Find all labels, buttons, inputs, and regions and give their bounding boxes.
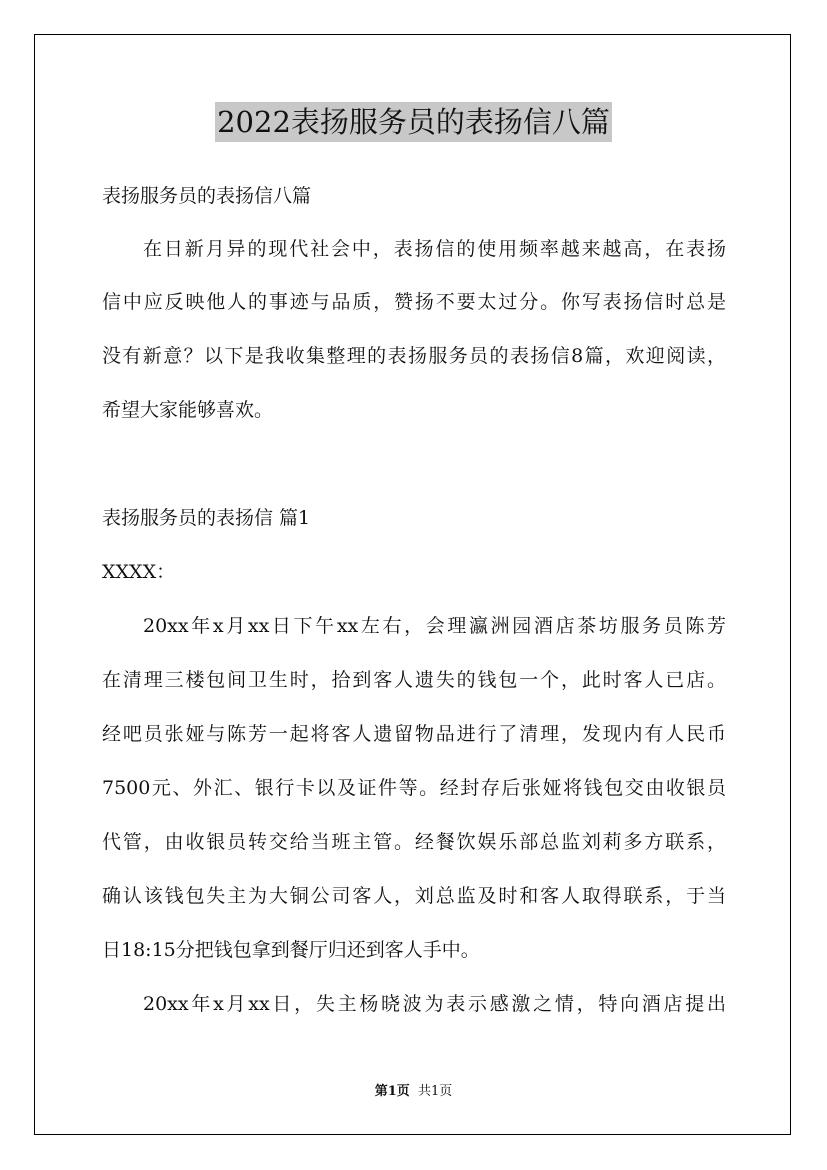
body-line-1: 20xx年x月xx日下午xx左右，会理瀛洲园酒店茶坊服务员陈芳 bbox=[143, 615, 726, 637]
intro-line-2: 信中应反映他人的事迹与品质，赞扬不要太过分。你写表扬信时总是 bbox=[102, 291, 726, 313]
title-container bbox=[0, 102, 827, 142]
page-footer bbox=[0, 1083, 827, 1101]
subtitle: 表扬服务员的表扬信八篇 bbox=[102, 185, 312, 207]
body-line-2: 在清理三楼包间卫生时，拾到客人遗失的钱包一个，此时客人已店。 bbox=[102, 669, 726, 691]
salutation: XXXX： bbox=[102, 561, 176, 583]
body-line-6: 确认该钱包失主为大铜公司客人，刘总监及时和客人取得联系，于当 bbox=[102, 885, 726, 907]
intro-line-1: 在日新月异的现代社会中，表扬信的使用频率越来越高，在表扬 bbox=[143, 238, 726, 260]
section-heading: 表扬服务员的表扬信 篇1 bbox=[102, 507, 311, 529]
body-line-3: 经吧员张娅与陈芳一起将客人遗留物品进行了清理，发现内有人民币 bbox=[102, 723, 726, 745]
body-line-7: 日18:15分把钱包拿到餐厅归还到客人手中。 bbox=[102, 939, 480, 961]
body-line-4: 7500元、外汇、银行卡以及证件等。经封存后张娅将钱包交由收银员 bbox=[102, 777, 726, 799]
intro-line-4: 希望大家能够喜欢。 bbox=[102, 399, 274, 421]
page-number-label: 第1页 bbox=[374, 1084, 410, 1099]
document-title: 2022表扬服务员的表扬信八篇 bbox=[215, 102, 612, 142]
body-line-8: 20xx年x月xx日，失主杨晓波为表示感激之情，特向酒店提出 bbox=[143, 993, 726, 1015]
body-line-5: 代管，由收银员转交给当班主管。经餐饮娱乐部总监刘莉多方联系， bbox=[102, 831, 726, 853]
page-total-label: 共1页 bbox=[418, 1084, 453, 1099]
intro-line-3: 没有新意？以下是我收集整理的表扬服务员的表扬信8篇，欢迎阅读， bbox=[102, 345, 726, 367]
